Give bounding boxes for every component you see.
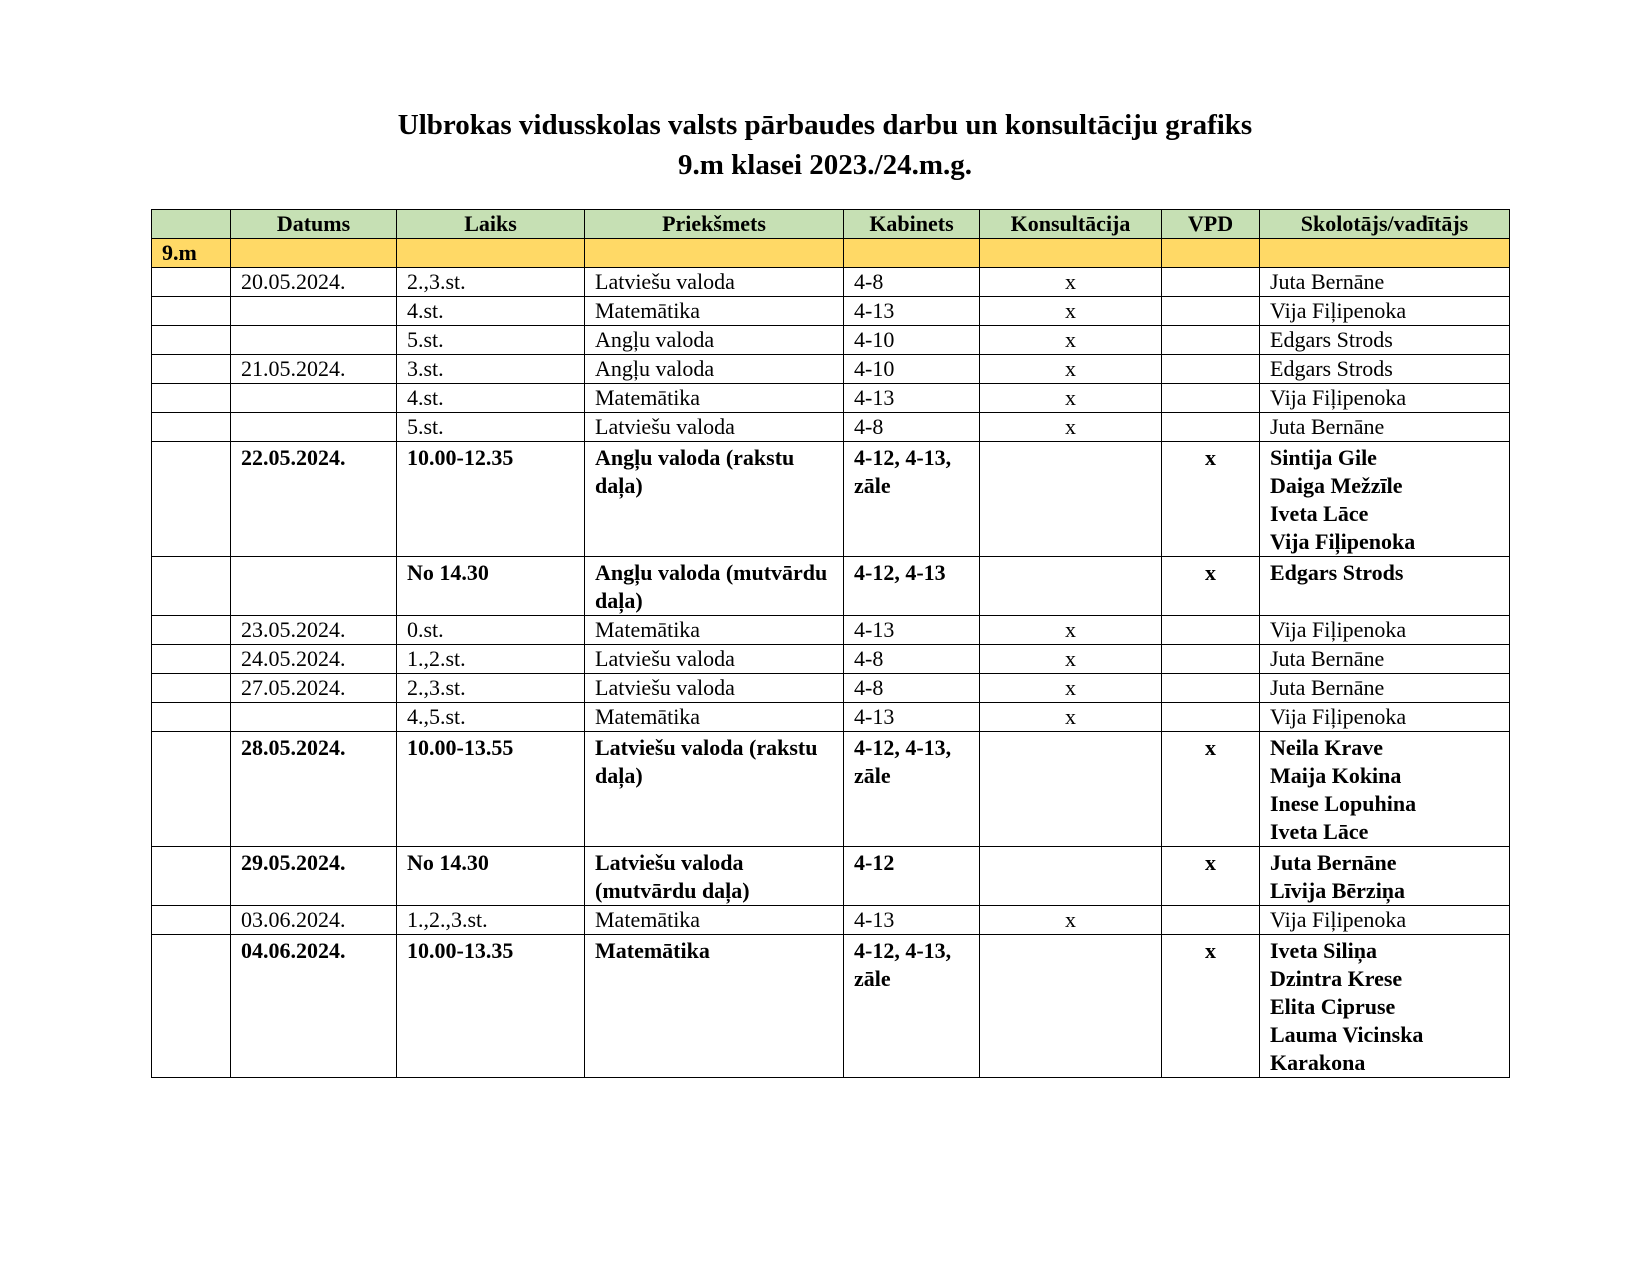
row-blank-cell bbox=[152, 703, 231, 732]
teacher-name: Neila Krave bbox=[1270, 735, 1384, 760]
teacher-cell bbox=[1260, 935, 1510, 1078]
time-cell: 10.00-13.35 bbox=[397, 935, 585, 1078]
room-cell: 4-12 bbox=[844, 847, 980, 906]
subject-cell: Matemātika bbox=[585, 616, 844, 645]
room-cell: 4-12, 4-13, zāle bbox=[844, 732, 980, 847]
row-blank-cell bbox=[152, 557, 231, 616]
date-cell: 04.06.2024. bbox=[231, 935, 397, 1078]
row-blank-cell bbox=[152, 413, 231, 442]
teacher-name: Vija Fiļipenoka bbox=[1270, 298, 1407, 323]
schedule-table bbox=[151, 209, 1510, 1078]
vpd-cell bbox=[1162, 616, 1260, 645]
time-cell: 5.st. bbox=[397, 326, 585, 355]
vpd-cell bbox=[1162, 645, 1260, 674]
teacher-cell bbox=[1260, 355, 1510, 384]
room-cell: 4-8 bbox=[844, 674, 980, 703]
row-blank-cell bbox=[152, 645, 231, 674]
teacher-name: Edgars Strods bbox=[1270, 560, 1404, 585]
time-cell: 0.st. bbox=[397, 616, 585, 645]
room-cell: 4-13 bbox=[844, 906, 980, 935]
header-cell-subject: Priekšmets bbox=[585, 210, 844, 239]
teacher-cell bbox=[1260, 703, 1510, 732]
date-cell bbox=[231, 703, 397, 732]
teacher-name: Karakona bbox=[1270, 1050, 1366, 1075]
teacher-name: Juta Bernāne bbox=[1270, 850, 1397, 875]
consultation-cell bbox=[980, 557, 1162, 616]
consultation-cell bbox=[980, 732, 1162, 847]
date-cell bbox=[231, 413, 397, 442]
table-row bbox=[152, 413, 1510, 442]
teacher-cell bbox=[1260, 268, 1510, 297]
row-blank-cell bbox=[152, 847, 231, 906]
subject-cell: Angļu valoda bbox=[585, 355, 844, 384]
subject-cell: Matemātika bbox=[585, 935, 844, 1078]
subject-cell: Angļu valoda bbox=[585, 326, 844, 355]
table-row bbox=[152, 297, 1510, 326]
row-blank-cell bbox=[152, 442, 231, 557]
row-blank-cell bbox=[152, 297, 231, 326]
consultation-cell: x bbox=[980, 326, 1162, 355]
teacher-name: Vija Fiļipenoka bbox=[1270, 704, 1407, 729]
teacher-name: Sintija Gile bbox=[1270, 445, 1377, 470]
room-cell: 4-12, 4-13, zāle bbox=[844, 442, 980, 557]
table-row bbox=[152, 935, 1510, 1078]
room-cell: 4-13 bbox=[844, 616, 980, 645]
vpd-cell bbox=[1162, 326, 1260, 355]
consultation-cell: x bbox=[980, 674, 1162, 703]
date-cell: 23.05.2024. bbox=[231, 616, 397, 645]
teacher-name: Juta Bernāne bbox=[1270, 269, 1385, 294]
time-cell: 3.st. bbox=[397, 355, 585, 384]
consultation-cell: x bbox=[980, 703, 1162, 732]
date-cell bbox=[231, 297, 397, 326]
teacher-name: Vija Fiļipenoka bbox=[1270, 529, 1416, 554]
subject-cell: Matemātika bbox=[585, 384, 844, 413]
vpd-cell bbox=[1162, 355, 1260, 384]
row-blank-cell bbox=[152, 384, 231, 413]
date-cell bbox=[231, 326, 397, 355]
teacher-cell bbox=[1260, 906, 1510, 935]
table-row bbox=[152, 616, 1510, 645]
subject-cell: Angļu valoda (rakstu daļa) bbox=[585, 442, 844, 557]
document-title: Ulbrokas vidusskolas valsts pārbaudes darbu un konsultāciju grafiks bbox=[397, 109, 1253, 141]
consultation-cell: x bbox=[980, 268, 1162, 297]
table-row bbox=[152, 268, 1510, 297]
teacher-name: Inese Lopuhina bbox=[1270, 791, 1417, 816]
consultation-cell: x bbox=[980, 413, 1162, 442]
room-cell: 4-10 bbox=[844, 326, 980, 355]
date-cell bbox=[231, 557, 397, 616]
date-cell: 22.05.2024. bbox=[231, 442, 397, 557]
teacher-name: Maija Kokina bbox=[1270, 763, 1402, 788]
teacher-name: Iveta Lāce bbox=[1270, 501, 1369, 526]
row-blank-cell bbox=[152, 616, 231, 645]
vpd-cell: x bbox=[1162, 732, 1260, 847]
teacher-name: Juta Bernāne bbox=[1270, 675, 1385, 700]
room-cell: 4-10 bbox=[844, 355, 980, 384]
date-cell: 03.06.2024. bbox=[231, 906, 397, 935]
header-cell-room: Kabinets bbox=[844, 210, 980, 239]
subject-cell: Latviešu valoda bbox=[585, 413, 844, 442]
teacher-name: Vija Fiļipenoka bbox=[1270, 617, 1407, 642]
date-cell: 21.05.2024. bbox=[231, 355, 397, 384]
table-row bbox=[152, 645, 1510, 674]
time-cell: 1.,2.st. bbox=[397, 645, 585, 674]
consultation-cell bbox=[980, 442, 1162, 557]
table-row bbox=[152, 674, 1510, 703]
teacher-cell bbox=[1260, 297, 1510, 326]
time-cell: 4.st. bbox=[397, 384, 585, 413]
teacher-name: Iveta Lāce bbox=[1270, 819, 1369, 844]
consultation-cell bbox=[980, 847, 1162, 906]
table-row bbox=[152, 732, 1510, 847]
teacher-name: Juta Bernāne bbox=[1270, 414, 1385, 439]
header-cell-vpd: VPD bbox=[1162, 210, 1260, 239]
date-cell: 28.05.2024. bbox=[231, 732, 397, 847]
teacher-name: Daiga Mežzīle bbox=[1270, 473, 1403, 498]
consultation-cell: x bbox=[980, 645, 1162, 674]
teacher-cell bbox=[1260, 847, 1510, 906]
time-cell: 2.,3.st. bbox=[397, 674, 585, 703]
vpd-cell bbox=[1162, 703, 1260, 732]
subject-cell: Latviešu valoda bbox=[585, 268, 844, 297]
room-cell: 4-8 bbox=[844, 645, 980, 674]
subject-cell: Latviešu valoda bbox=[585, 674, 844, 703]
time-cell: 2.,3.st. bbox=[397, 268, 585, 297]
row-blank-cell bbox=[152, 674, 231, 703]
table-row bbox=[152, 906, 1510, 935]
header-cell-date: Datums bbox=[231, 210, 397, 239]
teacher-cell bbox=[1260, 442, 1510, 557]
class-row bbox=[152, 239, 1510, 268]
vpd-cell bbox=[1162, 268, 1260, 297]
vpd-cell: x bbox=[1162, 442, 1260, 557]
room-cell: 4-12, 4-13 bbox=[844, 557, 980, 616]
teacher-cell bbox=[1260, 413, 1510, 442]
subject-cell: Latviešu valoda (rakstu daļa) bbox=[585, 732, 844, 847]
row-blank-cell bbox=[152, 935, 231, 1078]
consultation-cell: x bbox=[980, 297, 1162, 326]
teacher-name: Vija Fiļipenoka bbox=[1270, 907, 1407, 932]
header-cell-time: Laiks bbox=[397, 210, 585, 239]
consultation-cell bbox=[980, 935, 1162, 1078]
teacher-cell bbox=[1260, 674, 1510, 703]
subject-cell: Matemātika bbox=[585, 906, 844, 935]
vpd-cell bbox=[1162, 413, 1260, 442]
teacher-cell bbox=[1260, 616, 1510, 645]
vpd-cell bbox=[1162, 384, 1260, 413]
date-cell bbox=[231, 384, 397, 413]
room-cell: 4-13 bbox=[844, 703, 980, 732]
subject-cell: Matemātika bbox=[585, 297, 844, 326]
header-cell-blank bbox=[152, 210, 231, 239]
time-cell: 5.st. bbox=[397, 413, 585, 442]
subject-cell: Latviešu valoda (mutvārdu daļa) bbox=[585, 847, 844, 906]
row-blank-cell bbox=[152, 326, 231, 355]
consultation-cell: x bbox=[980, 906, 1162, 935]
teacher-cell bbox=[1260, 384, 1510, 413]
document-subtitle: 9.m klasei 2023./24.m.g. bbox=[677, 149, 973, 181]
teacher-name: Juta Bernāne bbox=[1270, 646, 1385, 671]
table-row bbox=[152, 384, 1510, 413]
teacher-name: Lauma Vicinska bbox=[1270, 1022, 1424, 1047]
consultation-cell: x bbox=[980, 384, 1162, 413]
row-blank-cell bbox=[152, 268, 231, 297]
time-cell: 10.00-12.35 bbox=[397, 442, 585, 557]
date-cell: 27.05.2024. bbox=[231, 674, 397, 703]
room-cell: 4-8 bbox=[844, 413, 980, 442]
room-cell: 4-12, 4-13, zāle bbox=[844, 935, 980, 1078]
time-cell: 10.00-13.55 bbox=[397, 732, 585, 847]
vpd-cell: x bbox=[1162, 847, 1260, 906]
header-cell-teacher: Skolotājs/vadītājs bbox=[1260, 210, 1510, 239]
room-cell: 4-13 bbox=[844, 384, 980, 413]
table-row bbox=[152, 557, 1510, 616]
vpd-cell bbox=[1162, 906, 1260, 935]
date-cell: 29.05.2024. bbox=[231, 847, 397, 906]
time-cell: 1.,2.,3.st. bbox=[397, 906, 585, 935]
time-cell: 4.st. bbox=[397, 297, 585, 326]
teacher-cell bbox=[1260, 557, 1510, 616]
consultation-cell: x bbox=[980, 616, 1162, 645]
class-label: 9.m bbox=[152, 239, 231, 268]
header-cell-consultation: Konsultācija bbox=[980, 210, 1162, 239]
table-row bbox=[152, 703, 1510, 732]
consultation-cell: x bbox=[980, 355, 1162, 384]
teacher-cell bbox=[1260, 645, 1510, 674]
teacher-name: Vija Fiļipenoka bbox=[1270, 385, 1407, 410]
teacher-name: Iveta Siliņa bbox=[1270, 938, 1377, 963]
teacher-name: Edgars Strods bbox=[1270, 356, 1393, 381]
teacher-name: Elita Cipruse bbox=[1270, 994, 1396, 1019]
row-blank-cell bbox=[152, 355, 231, 384]
teacher-name: Edgars Strods bbox=[1270, 327, 1393, 352]
vpd-cell bbox=[1162, 297, 1260, 326]
date-cell: 24.05.2024. bbox=[231, 645, 397, 674]
time-cell: No 14.30 bbox=[397, 557, 585, 616]
subject-cell: Matemātika bbox=[585, 703, 844, 732]
vpd-cell bbox=[1162, 674, 1260, 703]
header-row bbox=[152, 210, 1510, 239]
subject-cell: Angļu valoda (mutvārdu daļa) bbox=[585, 557, 844, 616]
teacher-name: Līvija Bērziņa bbox=[1270, 878, 1406, 903]
row-blank-cell bbox=[152, 906, 231, 935]
teacher-cell bbox=[1260, 326, 1510, 355]
row-blank-cell bbox=[152, 732, 231, 847]
room-cell: 4-8 bbox=[844, 268, 980, 297]
teacher-cell bbox=[1260, 732, 1510, 847]
time-cell: No 14.30 bbox=[397, 847, 585, 906]
room-cell: 4-13 bbox=[844, 297, 980, 326]
table-row bbox=[152, 355, 1510, 384]
time-cell: 4.,5.st. bbox=[397, 703, 585, 732]
table-row bbox=[152, 847, 1510, 906]
table-row bbox=[152, 442, 1510, 557]
subject-cell: Latviešu valoda bbox=[585, 645, 844, 674]
teacher-name: Dzintra Krese bbox=[1270, 966, 1403, 991]
date-cell: 20.05.2024. bbox=[231, 268, 397, 297]
vpd-cell: x bbox=[1162, 557, 1260, 616]
table-row bbox=[152, 326, 1510, 355]
vpd-cell: x bbox=[1162, 935, 1260, 1078]
